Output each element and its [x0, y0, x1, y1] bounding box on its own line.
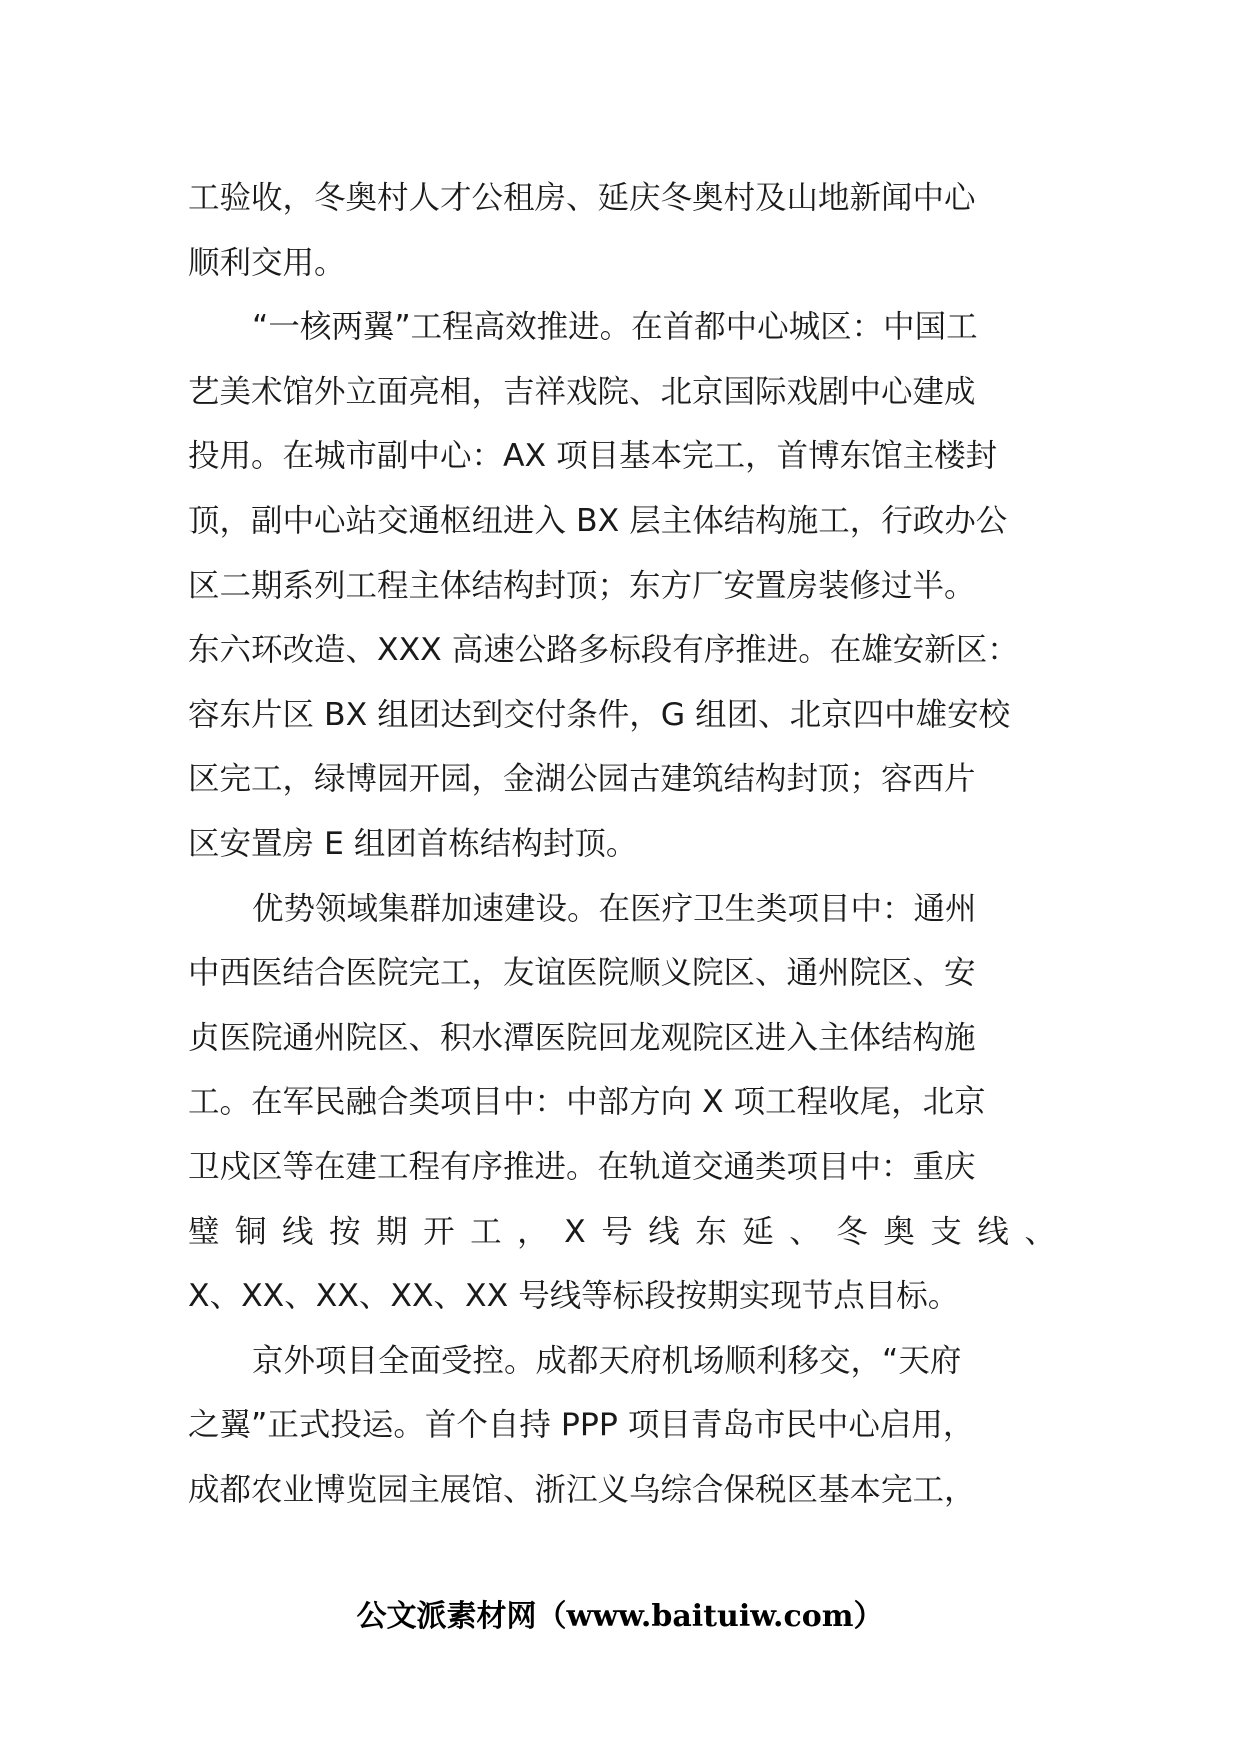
footer-watermark: 公文派素材网（www.baituiw.com）: [356, 1599, 884, 1634]
text-line: 工。在军民融合类项目中：中部方向 X 项工程收尾，北京: [188, 1084, 986, 1121]
text-line: 成都农业博览园主展馆、浙江义乌综合保税区基本完工，: [188, 1471, 976, 1508]
text-line: 区完工，绿博园开园，金湖公园古建筑结构封顶；容西片: [188, 761, 976, 798]
justified-char: 璧: [188, 1213, 220, 1250]
paragraph-start-line: 京外项目全面受控。成都天府机场顺利移交，“天府: [252, 1342, 962, 1379]
paragraph-start-line: “一核两翼”工程高效推进。在首都中心城区：中国工: [252, 309, 978, 346]
text-line: 东六环改造、XXX 高速公路多标段有序推进。在雄安新区：: [188, 632, 1019, 669]
justified-char: 、: [1024, 1213, 1056, 1250]
justified-char: 东: [695, 1213, 727, 1250]
justified-char: 号: [601, 1213, 633, 1250]
justified-char: 开: [423, 1213, 455, 1250]
justified-char: 、: [789, 1213, 821, 1250]
justified-char: 线: [648, 1213, 680, 1250]
text-line: 区二期系列工程主体结构封顶；东方厂安置房装修过半。: [188, 567, 976, 604]
justified-char: 期: [376, 1213, 408, 1250]
justified-text-line: [188, 1200, 1056, 1265]
text-line: 工验收，冬奥村人才公租房、延庆冬奥村及山地新闻中心: [188, 180, 976, 216]
justified-char: 支: [930, 1213, 962, 1250]
justified-char: 线: [977, 1213, 1009, 1250]
justified-char: 铜: [235, 1213, 267, 1250]
text-line: 区安置房 E 组团首栋结构封顶。: [188, 825, 638, 862]
document-body: [188, 166, 1056, 1522]
justified-char: 延: [742, 1213, 774, 1250]
text-line: 容东片区 BX 组团达到交付条件，G 组团、北京四中雄安校: [188, 696, 1011, 733]
text-line: 之翼”正式投运。首个自持 PPP 项目青岛市民中心启用，: [188, 1407, 975, 1444]
justified-char: ，: [517, 1213, 549, 1250]
text-line: 艺美术馆外立面亮相，吉祥戏院、北京国际戏剧中心建成: [188, 373, 976, 410]
text-line: 顺利交用。: [188, 244, 346, 281]
text-line: 贞医院通州院区、积水潭医院回龙观院区进入主体结构施: [188, 1019, 976, 1056]
justified-char: 奥: [883, 1213, 915, 1250]
justified-char: 工: [470, 1213, 502, 1250]
text-line: 投用。在城市副中心：AX 项目基本完工，首博东馆主楼封: [188, 438, 998, 475]
justified-char: 按: [329, 1213, 361, 1250]
text-line: 顶，副中心站交通枢纽进入 BX 层主体结构施工，行政办公: [188, 502, 1008, 539]
justified-char: 线: [282, 1213, 314, 1250]
text-line: 中西医结合医院完工，友谊医院顺义院区、通州院区、安: [188, 955, 976, 992]
justified-char: X: [564, 1213, 586, 1250]
text-line: 卫戍区等在建工程有序推进。在轨道交通类项目中：重庆: [188, 1148, 976, 1185]
text-line: X、XX、XX、XX、XX 号线等标段按期实现节点目标。: [188, 1278, 960, 1315]
paragraph-start-line: 优势领域集群加速建设。在医疗卫生类项目中：通州: [252, 890, 977, 927]
justified-char: 冬: [836, 1213, 868, 1250]
